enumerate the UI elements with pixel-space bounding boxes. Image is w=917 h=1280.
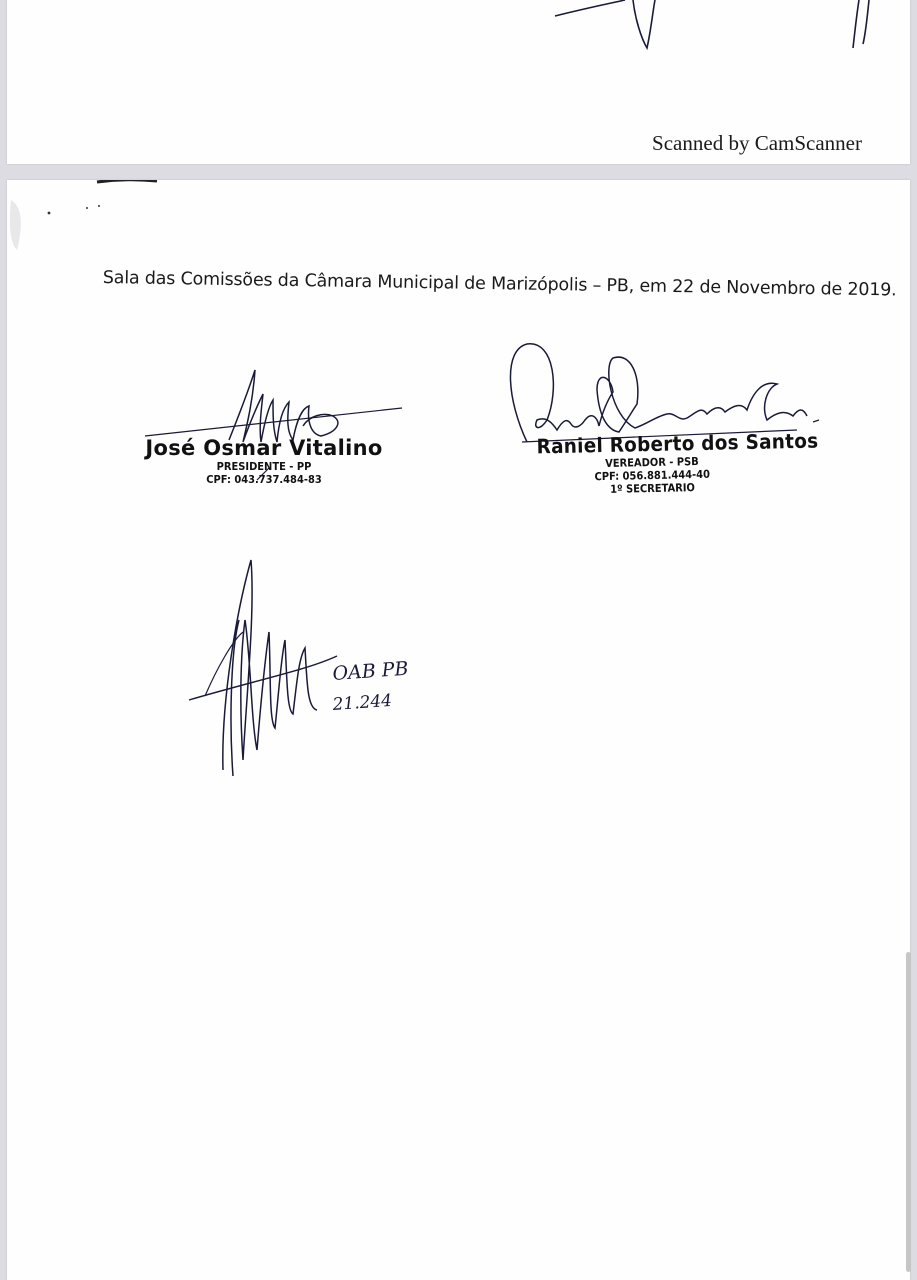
signatory-role: PRESIDENTE - PP — [216, 460, 312, 473]
signatory-name: Raniel Roberto dos Santos — [536, 428, 819, 459]
signatory-role: VEREADOR - PSB — [605, 455, 699, 470]
scanned-page-2 — [7, 180, 910, 1280]
scanned-page-1 — [7, 0, 910, 164]
signatory-name: José Osmar Vitalino — [145, 436, 383, 460]
handwritten-oab-label: OAB PB — [331, 657, 410, 685]
handwritten-oab-number: 21.244 — [331, 690, 393, 715]
signatory-cpf: CPF: 056.881.444-40 — [594, 467, 711, 484]
scrollbar-thumb[interactable] — [906, 952, 911, 1272]
signatory-cpf: CPF: 043.737.484-83 — [206, 473, 322, 486]
signature-third-with-oab — [7, 180, 910, 880]
place-date-line: Sala das Comissões da Câmara Municipal de Marizópolis – PB, em 22 de Novembro de 2019. — [102, 268, 897, 301]
signatory-title: 1º SECRETARIO — [610, 481, 696, 496]
camscanner-watermark: Scanned by CamScanner — [652, 131, 862, 155]
